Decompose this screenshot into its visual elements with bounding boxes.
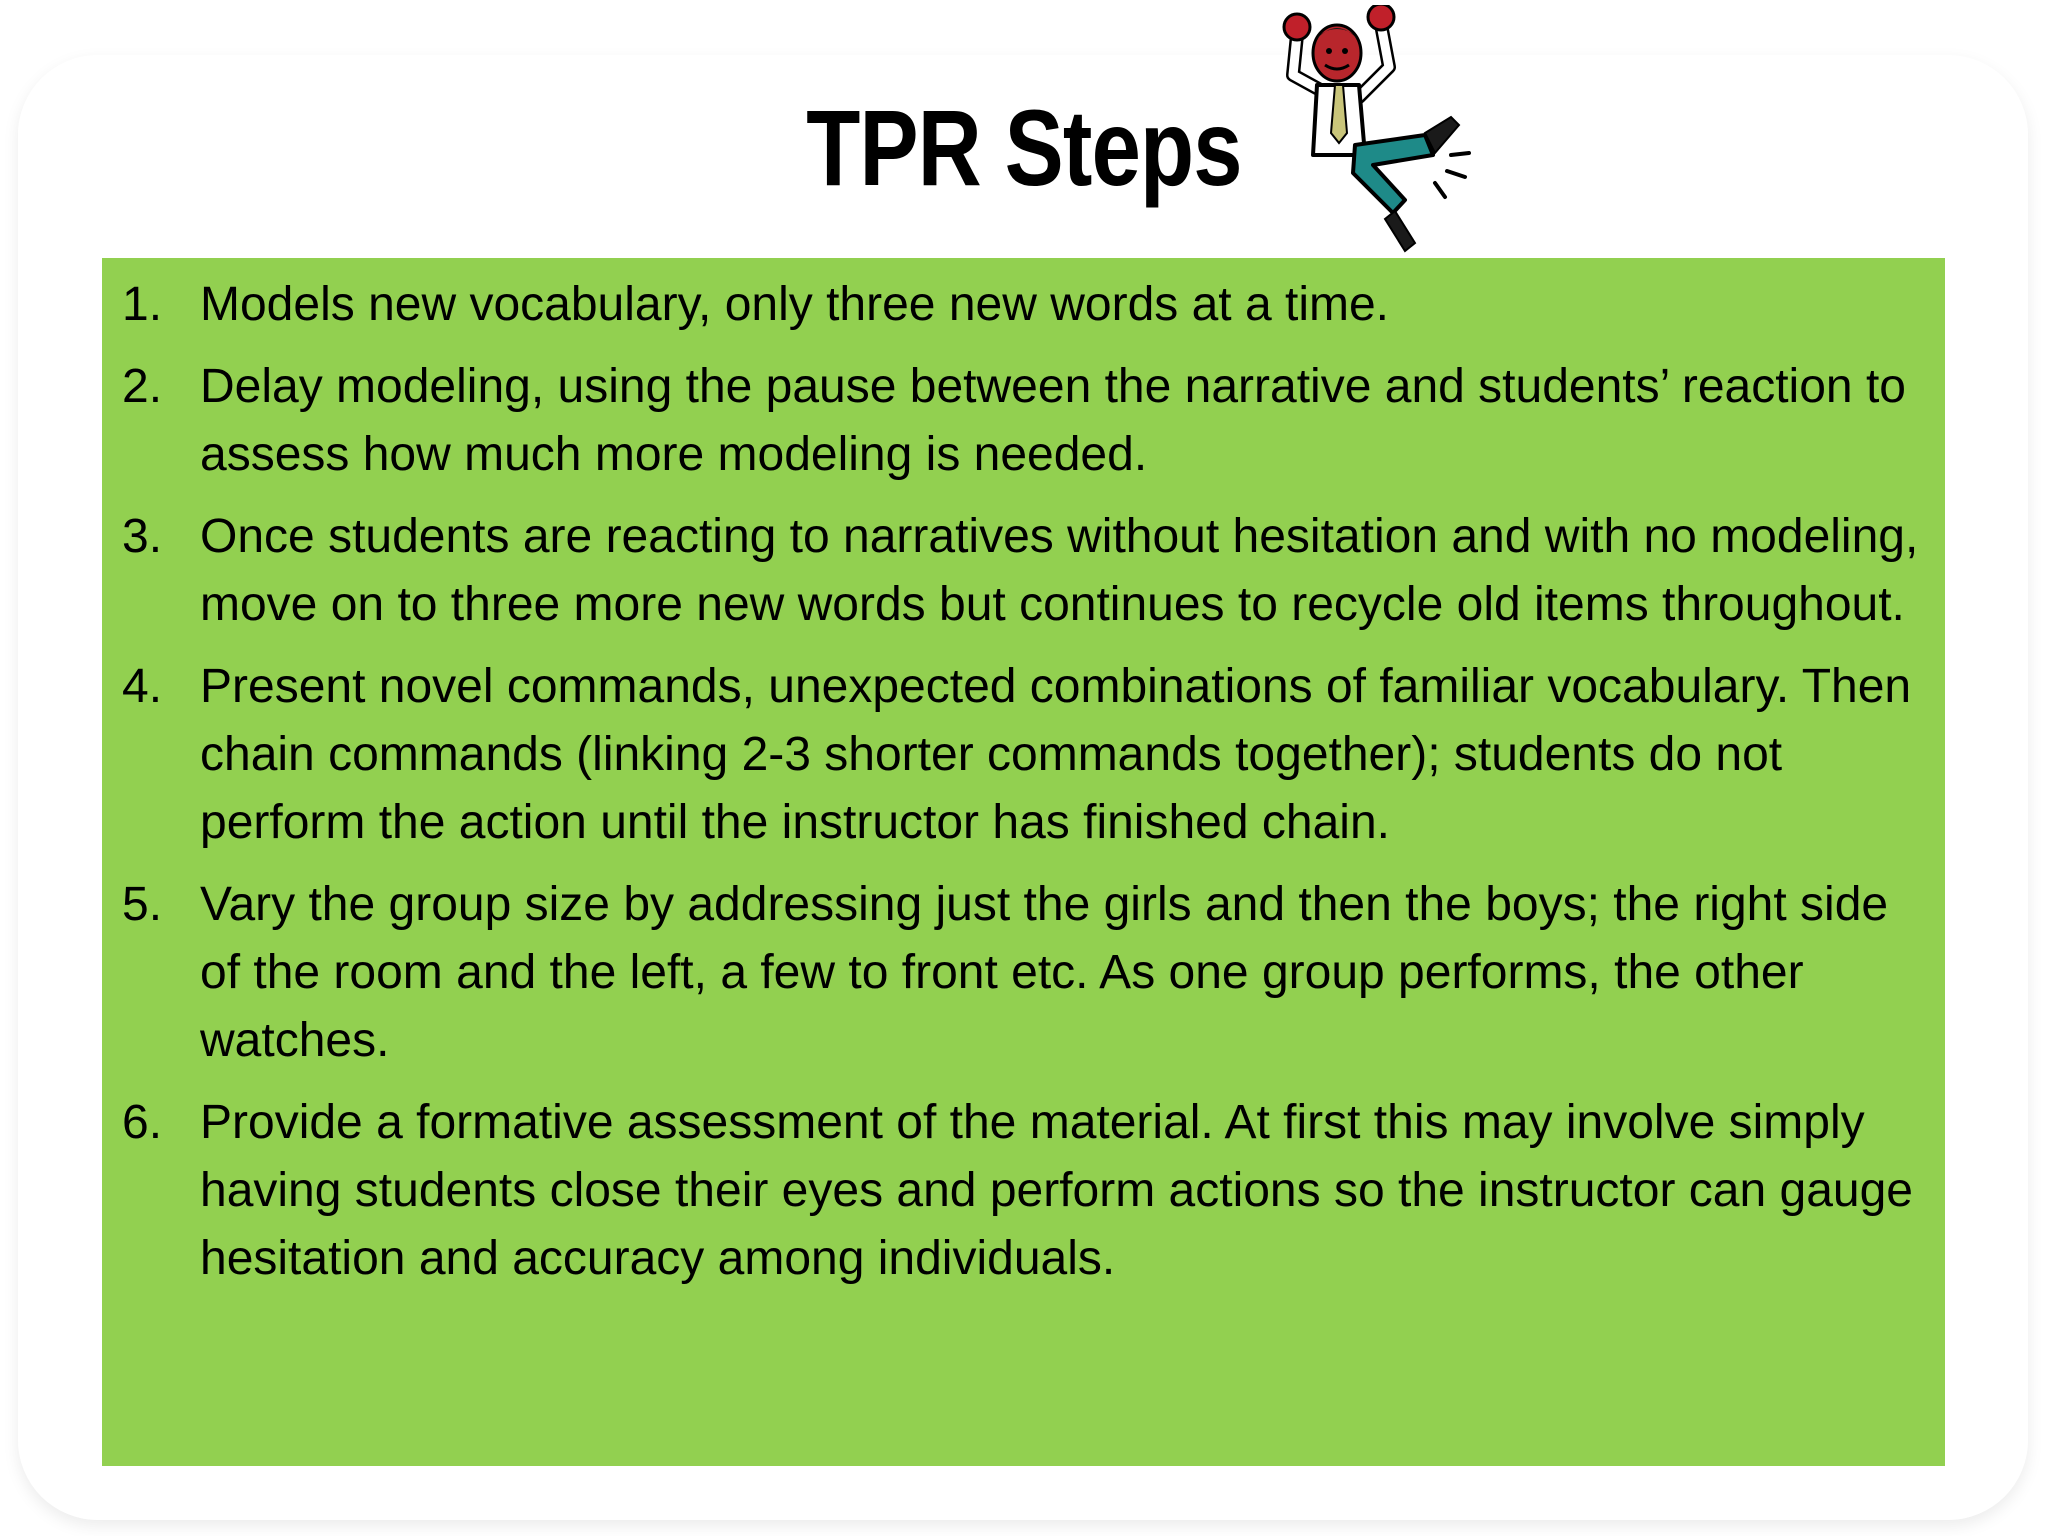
- list-item: [122, 271, 1937, 339]
- list-item: [122, 653, 1937, 857]
- step-number: 2.: [122, 360, 163, 413]
- list-item: [122, 353, 1937, 489]
- step-text: Vary the group size by addressing just the girls and then the boys; the right side of the room and the left, a few to front etc. As one group performs, the other watches.: [200, 878, 1889, 1067]
- step-text: Models new vocabulary, only three new words at a time.: [200, 278, 1390, 331]
- step-number: 5.: [122, 878, 163, 931]
- step-text: Delay modeling, using the pause between the narrative and students’ reaction to assess how much more modeling is needed.: [200, 360, 1906, 481]
- step-number: 4.: [122, 660, 163, 713]
- jumping-businessman-icon: [1255, 5, 1535, 265]
- list-item: [122, 871, 1937, 1075]
- step-number: 1.: [122, 278, 163, 331]
- step-number: 3.: [122, 510, 163, 563]
- list-item: [122, 1089, 1937, 1293]
- step-text: Provide a formative assessment of the material. At first this may involve simply having students close their eyes and perform actions so the instructor can gauge hesitation and accuracy among individuals.: [200, 1096, 1913, 1285]
- step-number: 6.: [122, 1096, 163, 1149]
- slide-title: TPR Steps: [806, 87, 1242, 208]
- list-item: [122, 503, 1937, 639]
- steps-list: [122, 271, 1937, 1307]
- step-text: Present novel commands, unexpected combinations of familiar vocabulary. Then chain commands (linking 2-3 shorter commands together); students do not perform the action until the instructor has finished chain.: [200, 660, 1912, 849]
- step-text: Once students are reacting to narratives without hesitation and with no modeling, move on to three more new words but continues to recycle old items throughout.: [200, 510, 1919, 631]
